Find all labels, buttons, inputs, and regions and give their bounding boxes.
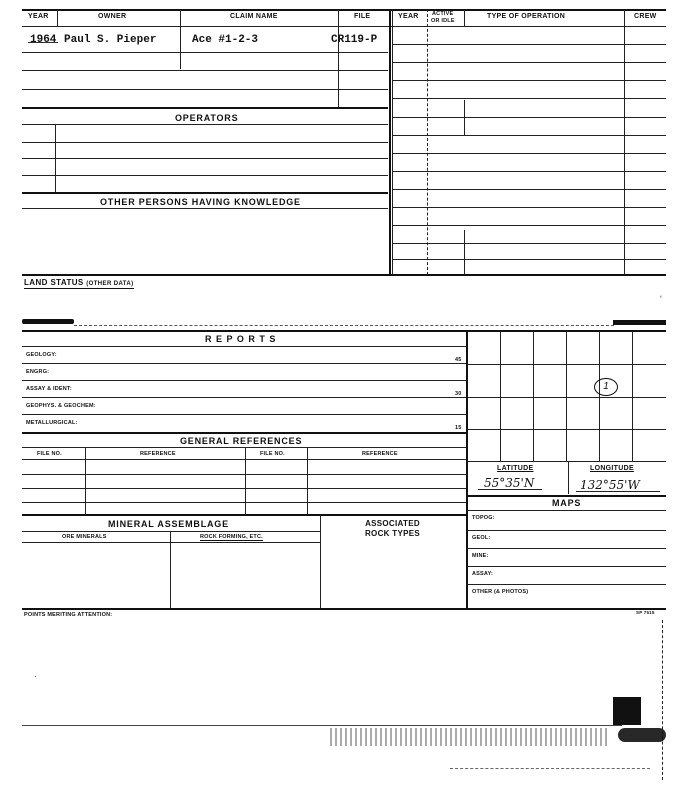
maps-mine: MINE: xyxy=(472,553,489,559)
points-meriting-attention-label: POINTS MERITING ATTENTION: xyxy=(24,612,113,618)
grid-circle-mark xyxy=(594,378,618,396)
reports-title: R E P O R T S xyxy=(205,334,277,344)
header-owner: OWNER xyxy=(98,13,127,20)
operators-label: OPERATORS xyxy=(175,113,239,123)
mineral-assemblage-title: MINERAL ASSEMBLAGE xyxy=(108,519,229,529)
maps-assay: ASSAY: xyxy=(472,571,494,577)
form-number: SP 7515 xyxy=(636,610,655,615)
header-year-2: YEAR xyxy=(398,13,419,20)
report-metallurgical: METALLURGICAL: xyxy=(26,420,78,426)
maps-title: MAPS xyxy=(552,498,582,508)
maps-other: OTHER (& PHOTOS) xyxy=(472,589,529,595)
header-or-idle: OR IDLE xyxy=(431,18,455,24)
maps-topog: TOPOG: xyxy=(472,515,495,521)
report-assay-num: 30 xyxy=(455,391,462,397)
report-geology: GEOLOGY: xyxy=(26,352,57,358)
longitude-value: 132°55'W xyxy=(580,478,640,492)
entry-year: 1964 xyxy=(30,34,57,46)
report-geophys: GEOPHYS. & GEOCHEM: xyxy=(26,403,96,409)
header-type-of-operation: TYPE OF OPERATION xyxy=(487,13,566,20)
land-status-label: LAND STATUS xyxy=(24,278,84,287)
rock-forming-label: ROCK FORMING, ETC. xyxy=(200,534,263,540)
longitude-label: LONGITUDE xyxy=(590,465,634,472)
header-file: FILE xyxy=(354,13,371,20)
land-status xyxy=(24,278,134,289)
associated-label: ASSOCIATED xyxy=(365,519,420,528)
rock-types-label: ROCK TYPES xyxy=(364,529,420,538)
ref-col-reference-2: REFERENCE xyxy=(362,451,398,457)
header-crew: CREW xyxy=(634,13,657,20)
report-assay: ASSAY & IDENT: xyxy=(26,386,72,392)
latitude-value: 55°35'N xyxy=(484,476,535,490)
report-metallurgical-num: 15 xyxy=(455,425,462,431)
general-references-title: GENERAL REFERENCES xyxy=(180,436,303,446)
ref-col-file-no: FILE NO. xyxy=(37,451,62,457)
header-active: ACTIVE xyxy=(432,11,454,17)
header-year: YEAR xyxy=(28,13,49,20)
entry-claim-name: Ace #1-2-3 xyxy=(192,34,259,46)
report-engrg: ENGRG: xyxy=(26,369,50,375)
grid-mark-value: 1 xyxy=(603,381,609,392)
entry-file: CR119-P xyxy=(331,34,378,46)
ref-col-file-no-2: FILE NO. xyxy=(260,451,285,457)
land-status-sub: (OTHER DATA) xyxy=(86,281,134,287)
maps-geol: GEOL: xyxy=(472,535,491,541)
latitude-label: LATITUDE xyxy=(497,465,534,472)
header-claim-name: CLAIM NAME xyxy=(230,13,278,20)
ore-minerals-label: ORE MINERALS xyxy=(62,534,107,540)
report-geology-num: 45 xyxy=(455,357,462,363)
ref-col-reference: REFERENCE xyxy=(140,451,176,457)
other-persons-label: OTHER PERSONS HAVING KNOWLEDGE xyxy=(100,197,301,207)
entry-owner: Paul S. Pieper xyxy=(64,34,157,46)
